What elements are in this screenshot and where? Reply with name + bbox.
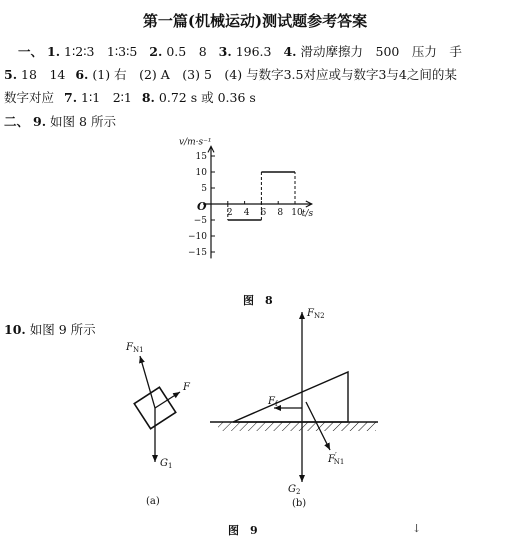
figure-8-caption: 图 8	[243, 294, 273, 307]
label-fn1-prime: F′ N1	[328, 451, 345, 466]
item-number: 10.	[4, 322, 26, 337]
answer-text: 数字对应	[4, 90, 55, 105]
ground-hatch	[218, 422, 376, 431]
item-number: 8.	[141, 90, 155, 105]
down-arrow-icon: ↓	[412, 522, 422, 535]
label-g1: $G_1$	[160, 458, 173, 470]
answer-text: 0.72 s 或 0.36 s	[158, 90, 256, 105]
answer-text: (1) 右 (2) A (3) 5 (4) 与数字3.5对应或与数字3与4之间的某	[92, 67, 457, 82]
figure-9-caption: 图 9	[228, 524, 258, 537]
item-number: 9.	[33, 114, 47, 129]
item-number: 1.	[47, 44, 61, 59]
y-tick-label: 5	[201, 184, 207, 194]
x-tick-label: 8	[277, 208, 284, 218]
label-fn2: $F_{N2}$	[307, 308, 325, 320]
page-title: 第一篇(机械运动)测试题参考答案	[142, 12, 368, 30]
answer-text: 196.3	[235, 44, 272, 59]
answer-text: 18 14	[21, 67, 66, 82]
item-number: 7.	[64, 90, 78, 105]
item-number: 5.	[4, 67, 18, 82]
label-ff: $F_f$	[268, 396, 278, 408]
y-tick-label: 15	[195, 152, 207, 162]
force-arrow	[155, 392, 180, 408]
item-number: 3.	[218, 44, 232, 59]
diagram-a	[125, 342, 191, 470]
item-number: 2.	[149, 44, 163, 59]
y-tick-label: −5	[193, 216, 207, 226]
x-axis-label: t/s	[301, 209, 314, 219]
origin-label: O	[197, 200, 207, 213]
y-axis-label: v/m·s⁻¹	[179, 137, 212, 148]
answer-text: 如图 9 所示	[29, 322, 96, 337]
x-tick-label: 4	[243, 208, 250, 218]
item-number: 4.	[283, 44, 297, 59]
wedge	[233, 372, 348, 422]
diagram-b-label: (b)	[292, 498, 307, 509]
x-tick-label: 6	[260, 208, 267, 218]
answer-text: 滑动摩擦力 500 压力 手	[300, 44, 462, 59]
diagram-a-label: (a)	[146, 496, 160, 507]
section-label: 一、	[18, 44, 44, 59]
y-tick-label: 10	[195, 168, 207, 178]
item-number: 6.	[75, 67, 89, 82]
y-tick-label: −15	[188, 248, 207, 258]
answer-text: 如图 8 所示	[50, 114, 116, 129]
y-tick-label: −10	[188, 232, 207, 242]
label-fn1: $F_{N1}$	[126, 342, 144, 354]
normal-force-arrow	[140, 356, 155, 408]
x-tick-label: 10	[291, 208, 303, 218]
answer-text: 1∶1 2∶1	[81, 90, 132, 105]
answer-text: 0.5 8	[166, 44, 207, 59]
answer-text: 1∶2∶3 1∶3∶5	[64, 44, 138, 59]
label-g2: $G_2$	[288, 484, 301, 496]
section-label: 二、	[4, 114, 30, 129]
diagram-b	[210, 308, 378, 496]
label-f: F	[183, 382, 190, 393]
x-tick-label: 2	[226, 208, 233, 218]
